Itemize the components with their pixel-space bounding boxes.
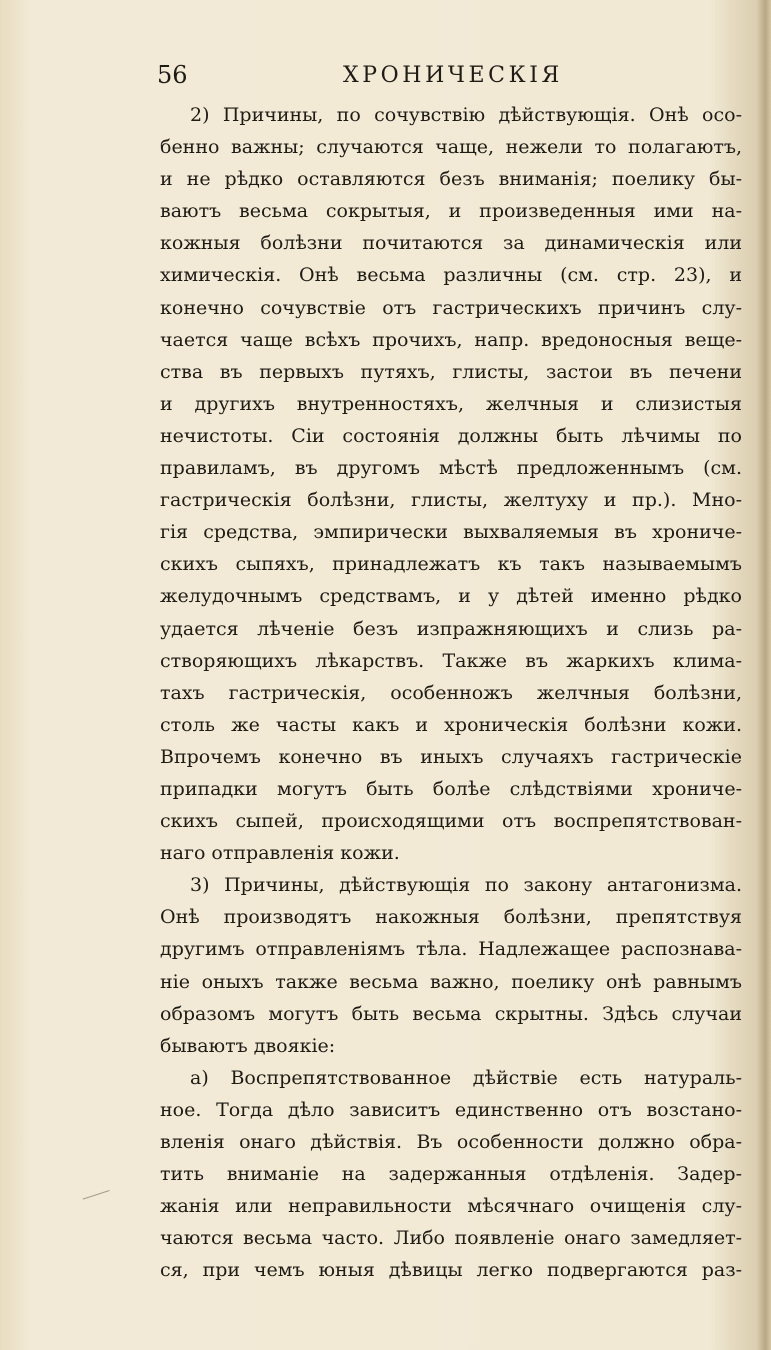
running-head: ХРОНИЧЕСКІЯ — [343, 63, 563, 88]
text-line: чаются весьма часто. Либо появленіе онаго замедляет- — [160, 1227, 742, 1250]
text-line: другимъ отправленіямъ тѣла. Надлежащее распознава- — [160, 938, 742, 961]
text-line: тить вниманіе на задержанныя отдѣленія. Задер- — [160, 1163, 742, 1186]
text-line: желудочнымъ средствамъ, и у дѣтей именно рѣдко — [160, 585, 742, 608]
text-line: Онѣ производятъ накожныя болѣзни, препятствуя — [160, 906, 742, 929]
text-line: 2) Причины, по сочувствію дѣйствующія. Онѣ осо- — [190, 104, 742, 126]
page-header — [157, 60, 742, 94]
text-line: скихъ сыпей, происходящими отъ воспрепятствован- — [160, 810, 742, 833]
text-line: а) Воспрепятствованное дѣйствіе есть натураль- — [190, 1066, 742, 1089]
text-line: и другихъ внутренностяхъ, желчныя и слизистыя — [160, 392, 742, 415]
body-text — [160, 99, 742, 1286]
text-line: припадки могутъ быть болѣе слѣдствіями хрониче- — [160, 777, 742, 800]
text-line: створяющихъ лѣкарствъ. Также въ жаркихъ клима- — [160, 649, 742, 672]
page-edge — [757, 0, 771, 1350]
text-line: и не рѣдко оставляются безъ вниманія; поелику бы- — [160, 168, 742, 191]
text-line: тахъ гастрическія, особенножъ желчныя болѣзни, — [160, 681, 742, 704]
text-line: чается чаще всѣхъ прочихъ, напр. вредоносныя веще- — [160, 328, 742, 351]
text-line: образомъ могутъ быть весьма скрытны. Здѣсь случаи — [160, 1002, 742, 1025]
text-line: нечистоты. Сіи состоянія должны быть лѣчимы по — [160, 424, 742, 447]
text-line: ства въ первыхъ путяхъ, глисты, застои въ печени — [160, 360, 742, 383]
text-line: конечно сочувствіе отъ гастрическихъ причинъ слу- — [160, 296, 742, 319]
ink-mark — [83, 1190, 114, 1211]
text-line: химическія. Онѣ весьма различны (см. стр. 23), и — [160, 264, 742, 287]
text-line: ніе оныхъ также весьма важно, поелику онѣ равнымъ — [160, 970, 742, 993]
text-line: кожныя болѣзни почитаются за динамическія или — [160, 232, 742, 255]
text-line: вленія онаго дѣйствія. Въ особенности должно обра- — [160, 1131, 742, 1153]
text-line: столь же часты какъ и хроническія болѣзни кожи. — [160, 713, 742, 736]
text-line: ваютъ весьма сокрытыя, и произведенныя ими на- — [160, 200, 742, 223]
text-line: гастрическія болѣзни, глисты, желтуху и пр.). Мно- — [160, 489, 742, 512]
text-line: Впрочемъ конечно въ иныхъ случаяхъ гастрическіе — [160, 745, 742, 768]
page-number: 56 — [157, 61, 188, 89]
text-line: наго отправленія кожи. — [160, 842, 400, 865]
text-line: бываютъ двоякіе: — [160, 1034, 336, 1057]
text-line: ное. Тогда дѣло зависитъ единственно отъ возстано- — [160, 1098, 742, 1121]
text-line: 3) Причины, дѣйствующія по закону антагонизма. — [190, 874, 742, 897]
text-line: скихъ сыпяхъ, принадлежатъ къ такъ называемымъ — [160, 553, 742, 576]
text-line: удается лѣченіе безъ изпражняющихъ и слизь ра- — [160, 617, 742, 640]
text-line: ся, при чемъ юныя дѣвицы легко подвергаются раз- — [160, 1259, 742, 1282]
text-line: гія средства, эмпирически выхваляемыя въ хрониче- — [160, 521, 742, 544]
text-line: жанія или неправильности мѣсячнаго очищенія слу- — [160, 1195, 742, 1218]
text-line: правиламъ, въ другомъ мѣстѣ предложеннымъ (см. — [160, 457, 742, 480]
text-line: бенно важны; случаются чаще, нежели то полагаютъ, — [160, 136, 742, 159]
